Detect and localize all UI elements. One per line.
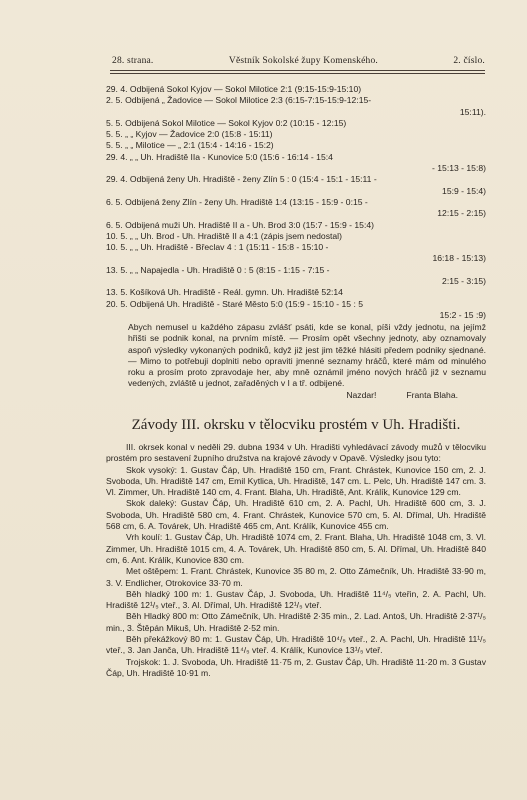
issue-number: 2. číslo. <box>453 56 485 66</box>
result-line: 5. 5. „ „ Milotice — „ 2:1 (15:4 - 14:16 - 15:2) <box>106 140 274 151</box>
section-paragraph: Skok vysoký: 1. Gustav Čáp, Uh. Hradiště 150 cm, Frant. Chrástek, Kunovice 150 cm, 2. J. Svoboda, Uh. Hradiště 147 cm, Emil Kytlica, Uh. Hradiště, 147 cm. L. Pelc, Uh. Hradiště 147 cm. 3. Vl. Zimmer, Uh. Hradiště 140 cm, 4. Frant. Blaha, Uh. Hradiště, Ant. Králík, Kunovice 129 cm. <box>106 464 486 498</box>
result-line: 29. 4. Odbijená Sokol Kyjov — Sokol Milotice 2:1 (9:15-15:9-15:10) <box>106 84 362 94</box>
header-rule <box>110 70 485 71</box>
result-line: 20. 5. Odbijená Uh. Hradiště - Staré Město 5:0 (15:9 - 15:10 - 15 : 5 <box>106 298 363 309</box>
result-line-continuation: 2:15 - 3:15) <box>442 276 486 287</box>
page-number: 28. strana. <box>112 56 154 66</box>
result-line: 6. 5. Odbijená ženy Zlín - ženy Uh. Hradiště 1:4 (13:15 - 15:9 - 0:15 - <box>106 196 368 207</box>
result-line: 5. 5. „ „ Kyjov — Žadovice 2:0 (15:8 - 15:11) <box>106 129 273 140</box>
greeting: Nazdar! <box>346 389 377 400</box>
result-line: 13. 5. „ „ Napajedla - Uh. Hradiště 0 : 5 (8:15 - 1:15 - 7:15 - <box>106 264 330 275</box>
result-line: 29. 4. Odbijená ženy Uh. Hradiště - ženy Zlín 5 : 0 (15:4 - 15:1 - 15:11 - <box>106 174 377 185</box>
section-paragraph: Běh Hladký 800 m: Otto Zámečník, Uh. Hradiště 2·35 min., 2. Lad. Antoš, Uh. Hradiště 2·37¹/₅ min., 3. Štěpán Mikuš, Uh. Hradiště 2·52 min. <box>106 611 486 633</box>
section-title: Závody III. okrsku v tělocviku prostém v Uh. Hradišti. <box>131 417 461 433</box>
result-line: 29. 4. „ „ Uh. Hradiště IIa - Kunovice 5:0 (15:6 - 16:14 - 15:4 <box>106 151 333 162</box>
result-line-continuation: 15:9 - 15:4) <box>442 185 486 196</box>
author-name: Franta Blaha. <box>406 389 458 400</box>
section-paragraph: Vrh koulí: 1. Gustav Čáp, Uh. Hradiště 1074 cm, 2. Frant. Blaha, Uh. Hradiště 1048 cm, 3. Vl. Zimmer, Uh. Hradiště 1015 cm, 4. A. Továrek, Uh. Hradiště 850 cm, 5. Al. Dřímal, Uh. Hradiště 840 cm, 6. Ant. Králík, Kunovice 830 cm. <box>106 532 486 565</box>
header-rule-double <box>110 73 485 74</box>
result-line: 10. 5. „ „ Uh. Hradiště - Břeclav 4 : 1 (15:11 - 15:8 - 15:10 - <box>106 242 329 253</box>
match-results-list <box>106 84 486 321</box>
section-paragraph: Běh hladký 100 m: 1. Gustav Čáp, J. Svoboda, Uh. Hradiště 11⁴/₅ vteřin, 2. A. Pachl, Uh. Hradiště 12¹/₅ vteř., 3. Al. Dřímal, Uh. Hradiště 12¹/₅ vteř. <box>106 588 486 611</box>
result-line: 5. 5. Odbijená Sokol Milotice — Sokol Kyjov 0:2 (10:15 - 12:15) <box>106 117 347 128</box>
result-line: 2. 5. Odbijená „ Žadovice — Sokol Milotice 2:3 (6:15-7:15-15:9-12:15- <box>106 95 372 106</box>
section-body <box>106 442 486 679</box>
section-paragraph: III. okrsek konal v neděli 29. dubna 1934 v Uh. Hradišti vyhledávací závody mužů v tělocviku prostém pro sestavení župního družstva na krajové závody v Opavě. Výsledky jsou tyto: <box>106 442 486 464</box>
result-line: 13. 5. Košíková Uh. Hradiště - Reál. gymn. Uh. Hradiště 52:14 <box>106 287 343 298</box>
section-paragraph: Met oštěpem: 1. Frant. Chrástek, Kunovice 35 80 m, 2. Otto Zámečník, Uh. Hradiště 33·90 m, 3. V. Endlicher, Otrokovice 33·70 m. <box>106 566 486 588</box>
journal-title: Věstník Sokolské župy Komenského. <box>228 56 378 66</box>
editor-note <box>106 322 486 401</box>
result-line-continuation: 15:11). <box>459 106 486 117</box>
note-text: Abych nemusel u každého zápasu zvlášť psáti, kde se konal, píši vždy jednotu, na jejímž hřišti se podnik konal, na prvním místě. — Prosím opět všechny jednoty, aby oznamovaly aspoň výsledky vykonaných podniků, když již jest jim těžké hlásiti předem podniky sjednané. — Mimo to potřebuji doplniti nebo opraviti jmenné seznamy hráčů, které mám od minulého roku a prosím proto zpravodaje her, aby mně oznámil jméno nových hráčů již v seznamu vedených, zvláště u jednot, zařaděných v I a tř. odbijené. <box>128 322 486 389</box>
result-line: 10. 5. „ „ Uh. Brod - Uh. Hradiště II a 4:1 (zápis jsem nedostal) <box>106 230 342 241</box>
result-line-continuation: 16:18 - 15:13) <box>432 253 486 264</box>
result-line-continuation: - 15:13 - 15:8) <box>432 163 486 174</box>
signature-line <box>106 390 486 401</box>
section-paragraph: Skok daleký: Gustav Čáp, Uh. Hradiště 610 cm, 2. A. Pachl, Uh. Hradiště 600 cm, 3. J. Svoboda, Uh. Hradiště 580 cm, 4. Frant. Chrástek, Kunovice 570 cm, 5. Al. Dřímal, Uh. Hradiště 568 cm, 6. A. Továrek, Uh. Hradiště 465 cm, Ant. Králík, Kunovice 455 cm. <box>106 498 486 532</box>
section-paragraph: Běh překážkový 80 m: 1. Gustav Čáp, Uh. Hradiště 10⁴/₅ vteř., 2. A. Pachl, Uh. Hradiště 11¹/₅ vteř., 3. Jan Janča, Uh. Hradiště 11⁴/₅ vteř. 4. Králík, Kunovice 13¹/₅ vteř. <box>106 634 486 656</box>
result-line-continuation: 15:2 - 15 :9) <box>439 309 486 320</box>
result-line-continuation: 12:15 - 2:15) <box>437 208 486 219</box>
page-header <box>112 56 485 66</box>
result-line: 6. 5. Odbijená muži Uh. Hradiště II a - Uh. Brod 3:0 (15:7 - 15:9 - 15:4) <box>106 219 374 230</box>
section-paragraph: Trojskok: 1. J. Svoboda, Uh. Hradiště 11·75 m, 2. Gustav Čáp, Uh. Hradiště 11·20 m. 3 Gustav Čáp, Uh. Hradiště 10·91 m. <box>106 656 486 678</box>
